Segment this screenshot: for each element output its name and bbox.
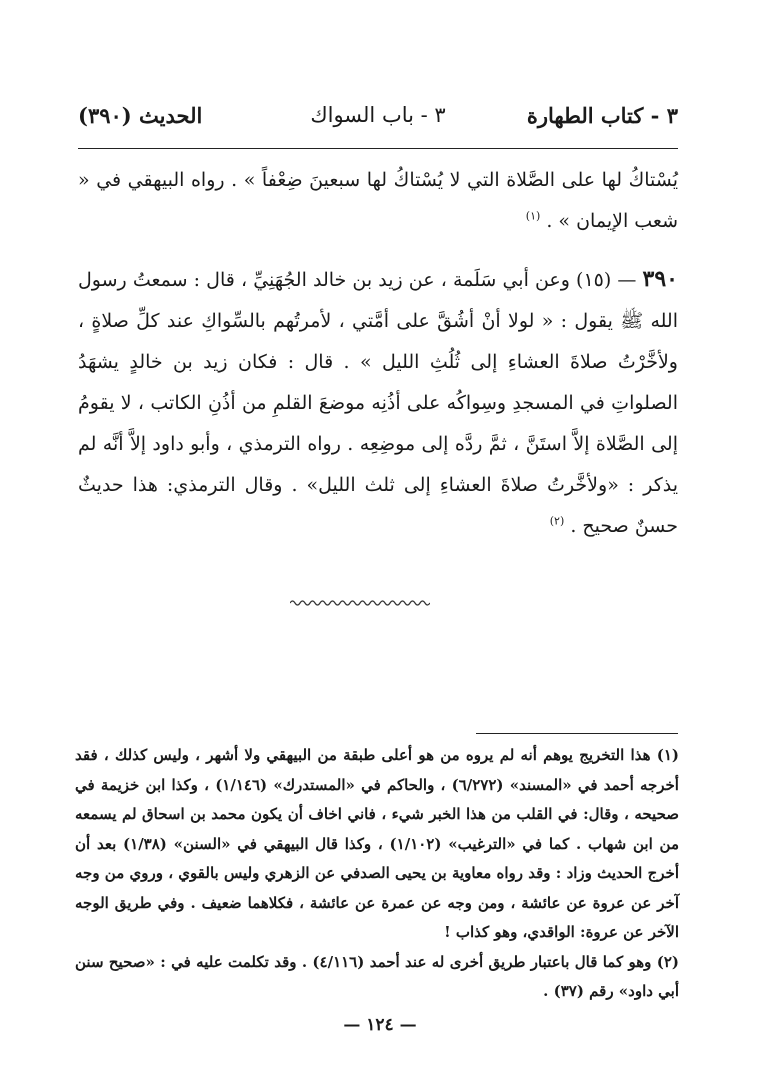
footnotes (75, 741, 679, 1007)
chapter-title: ٣ - باب السواك (310, 103, 446, 127)
hadith-reference: الحديث (٣٩٠) (78, 103, 203, 128)
header-divider (78, 148, 678, 149)
footnote-marker-1: (١) (525, 209, 541, 223)
book-title: ٣ - كتاب الطهارة (526, 103, 678, 128)
footnote-1: (١) هذا التخريج يوهم أنه لم يروه من هو أعلى طبقة من البيهقي ولا أشهر ، وليس كذلك ، فقد أخرجه أحمد في «المسند» (٦/٢٧٢) ، والحاكم في «المستدرك» (١/١٤٦) ، وكذا ابن خزيمة في صحيحه ، وقال: في القلب من هذا الخبر شيء ، فاني اخاف أن يكون محمد بن اسحاق لم يسمعه من ابن شهاب . كما في «الترغيب» (١/١٠٢) ، وكذا قال البيهقي في «السنن» (١/٣٨) بعد أن أخرج الحديث وزاد : وقد رواه معاوية بن يحيى الصدفي عن الزهري وليس بالقوي ، وروي من وجه آخر عن عروة عن عائشة ، ومن وجه عن عمرة عن عائشة ، فكلاهما ضعيف . وفي طريق الوجه الآخر عن عروة: الواقدي، وهو كذاب ! (75, 746, 680, 941)
hadith-text: — (١٥) وعن أبي سَلَمة ، عن زيد بن خالد الجُهَنِيِّ ، قال : سمعتُ رسول الله ﷺ يقول : « لولا أنْ أشُقَّ على أمَّتي ، لأمرتُهم بالسِّواكِ عند كلِّ صلاةٍ ، ولأخَّرْتُ صلاةَ العشاءِ إلى ثُلُثِ الليل » . قال : فكان زيد بن خالدٍ يشهَدُ الصلواتِ في المسجدِ وسِواكُه على أذُنِه موضعَ القلمِ من أذُنِ الكاتب ، لا يقومُ إلى الصَّلاة إلاَّ استَنَّ ، ثمَّ ردَّه إلى موضِعِه . رواه الترمذي ، وأبو داود إلاَّ أنَّه لم يذكر : «ولأخَّرتُ صلاةَ العشاءِ إلى ثلث الليل» . وقال الترمذي: هذا حديثٌ حسنٌ صحيح . (78, 269, 678, 537)
footnote-2: (٢) وهو كما قال باعتبار طريق أخرى له عند أحمد (٤/١١٦) . وقد تكلمت عليه في : «صحيح سنن أبي داود» رقم (٣٧) . (75, 952, 680, 1000)
running-header (78, 103, 678, 143)
hadith-paragraph (78, 259, 678, 547)
continuation-text: يُسْتاكُ لها على الصَّلاة التي لا يُسْتاكُ لها سبعينَ ضِعْفاً » . رواه البيهقي في « شعب الإيمان » . (78, 169, 678, 232)
continuation-paragraph (78, 160, 678, 242)
hadith-number: ٣٩٠ (642, 266, 678, 292)
page-number: — ١٢٤ — (343, 1015, 417, 1035)
footnote-marker-2: (٢) (549, 514, 565, 528)
main-text (78, 160, 678, 547)
footnote-divider (476, 733, 678, 734)
wavy-ornament-divider (290, 598, 430, 608)
